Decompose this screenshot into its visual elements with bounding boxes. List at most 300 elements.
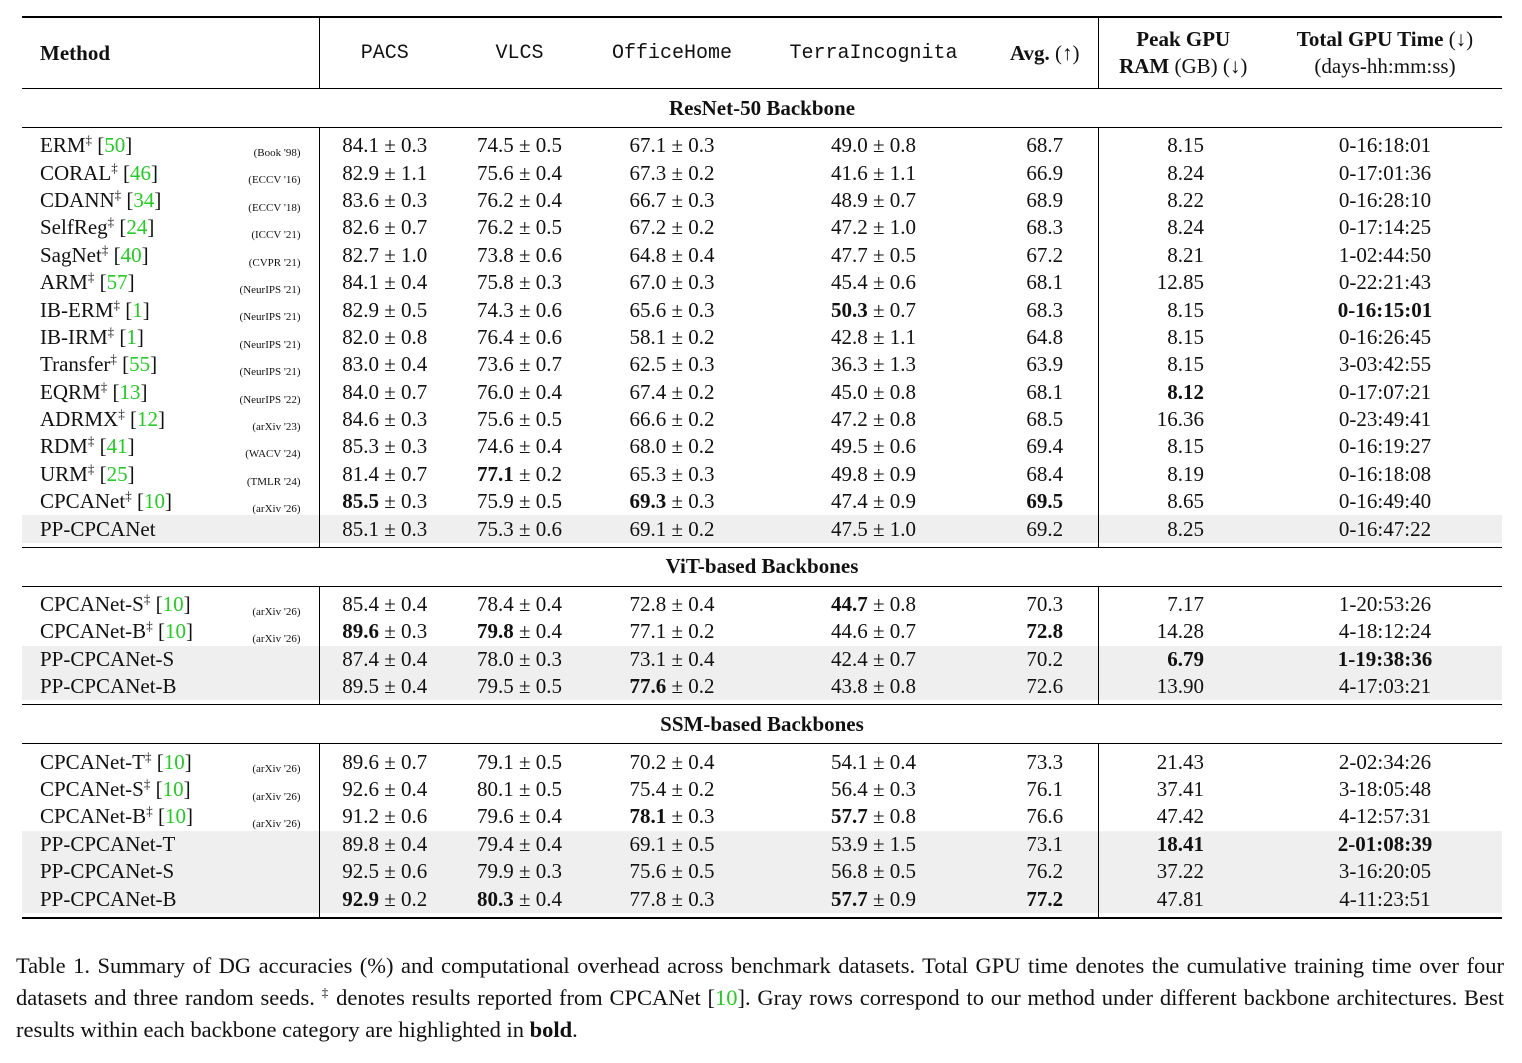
total-gpu-time-cell: 0-17:01:36	[1338, 160, 1432, 185]
mean-value: 66.6	[629, 407, 667, 432]
mean-value: 83.0	[342, 352, 379, 377]
std-value: ± 0.5	[518, 674, 563, 699]
table-row	[22, 214, 1502, 241]
dagger-mark: ‡	[146, 618, 153, 634]
mean-value: 53.9	[830, 831, 868, 856]
venue-label: (ECCV '16)	[248, 174, 301, 187]
mean-value: 65.6	[629, 297, 667, 322]
table-row	[22, 618, 1502, 645]
terraincognita-cell	[755, 803, 992, 830]
officehome-cell	[589, 406, 755, 433]
mean-value: 82.9	[342, 297, 379, 322]
mean-value: 49.8	[830, 461, 868, 486]
avg-cell: 68.1	[992, 269, 1098, 296]
terraincognita-cell	[755, 269, 992, 296]
mean-value: 65.3	[629, 461, 667, 486]
total-gpu-time-cell: 0-23:49:41	[1338, 407, 1432, 432]
method-name: PP-CPCANet-B	[40, 674, 177, 699]
mean-value: 67.4	[629, 379, 667, 404]
dagger-mark: ‡	[110, 351, 117, 367]
total-gpu-time-cell: 0-16:18:08	[1338, 461, 1432, 486]
std-value: ± 1.1	[872, 324, 917, 349]
mean-value: 67.0	[629, 270, 667, 295]
table-row	[22, 803, 1502, 830]
mean-value: 50.3	[830, 297, 868, 322]
peak-gpu-ram-cell: 18.41	[1098, 831, 1268, 858]
spacer-cell	[992, 913, 1098, 918]
avg-cell: 68.4	[992, 461, 1098, 488]
std-value: ± 0.7	[384, 215, 428, 240]
section-title: ResNet-50 Backbone	[668, 95, 856, 120]
std-value: ± 0.3	[671, 461, 715, 486]
std-value: ± 0.2	[671, 379, 715, 404]
pacs-cell	[319, 776, 450, 803]
section-title: ViT-based Backbones	[665, 554, 859, 579]
mean-value: 44.7	[830, 592, 868, 617]
std-value: ± 0.4	[384, 777, 428, 801]
std-value: ± 0.6	[872, 434, 917, 459]
terraincognita-cell	[755, 351, 992, 378]
method-cell: CPCANet‡ [10] (arXiv '26)	[22, 488, 319, 515]
total-gpu-time-cell: 3-03:42:55	[1338, 352, 1432, 377]
citation-link[interactable]: 13	[119, 379, 141, 404]
table-row	[22, 159, 1502, 186]
dagger-mark: ‡	[113, 296, 120, 312]
citation-link[interactable]: 1	[126, 324, 137, 349]
method-cell: CPCANet-S‡ [10] (arXiv '26)	[22, 591, 319, 618]
vlcs-cell	[450, 351, 589, 378]
caption-citation-link[interactable]: 10	[715, 985, 738, 1010]
std-value: ± 0.6	[384, 804, 428, 829]
method-name: ERM	[40, 133, 86, 158]
peak-gpu-ram-cell: 16.36	[1156, 407, 1204, 432]
mean-value: 85.3	[342, 434, 379, 459]
table-row	[22, 515, 1502, 542]
officehome-cell	[589, 132, 755, 159]
peak-gpu-ram-cell: 8.24	[1167, 160, 1204, 185]
std-value: ± 0.2	[671, 777, 715, 801]
method-cell: IB-IRM‡ [1] (NeurIPS '21)	[22, 324, 319, 351]
total-gpu-time-cell: 2-01:08:39	[1268, 831, 1502, 858]
std-value: ± 1.1	[872, 160, 917, 185]
mean-value: 49.5	[830, 434, 868, 459]
pacs-cell	[319, 214, 450, 241]
spacer-cell	[1268, 913, 1502, 918]
vlcs-cell	[450, 406, 589, 433]
officehome-cell	[589, 461, 755, 488]
peak-gpu-ram-cell: 8.21	[1167, 242, 1204, 267]
venue-label: (arXiv '26)	[252, 818, 301, 831]
std-value: ± 0.2	[671, 434, 715, 459]
venue-label: (NeurIPS '21)	[239, 311, 301, 324]
peak-gpu-ram-cell: 8.19	[1167, 461, 1204, 486]
section-spacer	[22, 913, 1502, 918]
citation-link[interactable]: 10	[163, 749, 185, 774]
mean-value: 70.2	[629, 749, 667, 774]
mean-value: 69.3	[629, 489, 667, 514]
mean-value: 74.3	[476, 297, 514, 322]
table-header	[22, 17, 1502, 89]
mean-value: 84.1	[342, 133, 379, 158]
table-row	[22, 591, 1502, 618]
method-cell	[22, 515, 319, 542]
std-value: ± 0.4	[384, 674, 428, 699]
section-header-row	[22, 547, 1502, 586]
method-name: IB-ERM	[40, 297, 114, 322]
table-row	[22, 406, 1502, 433]
method-name: PP-CPCANet	[40, 516, 156, 541]
pacs-cell	[319, 803, 450, 830]
vlcs-cell	[450, 646, 589, 673]
std-value: ± 0.2	[671, 324, 715, 349]
std-value: ± 0.4	[518, 886, 563, 911]
std-value: ± 1.0	[872, 215, 917, 240]
method-name: EQRM	[40, 379, 101, 404]
officehome-cell	[589, 159, 755, 186]
std-value: ± 0.3	[671, 352, 715, 377]
std-value: ± 0.2	[671, 516, 715, 541]
method-cell: ERM‡ [50] (Book '98)	[22, 132, 319, 159]
pacs-cell	[319, 618, 450, 645]
vlcs-cell	[450, 858, 589, 885]
method-name: PP-CPCANet-S	[40, 646, 175, 671]
venue-label: (arXiv '23)	[252, 420, 301, 433]
terraincognita-cell	[755, 132, 992, 159]
std-value: ± 0.4	[518, 831, 563, 856]
vlcs-cell	[450, 214, 589, 241]
citation-link[interactable]: 10	[162, 777, 184, 801]
avg-cell: 68.1	[992, 379, 1098, 406]
peak-gpu-ram-cell: 8.15	[1167, 324, 1204, 349]
citation-link[interactable]: 12	[136, 407, 158, 432]
dagger-mark: ‡	[111, 159, 118, 175]
std-value: ± 0.7	[872, 619, 917, 644]
std-value: ± 0.3	[671, 804, 715, 829]
header-terraincognita: TerraIncognita	[789, 41, 958, 65]
std-value: ± 0.4	[384, 592, 428, 617]
method-name: URM	[40, 461, 88, 486]
method-cell	[22, 831, 319, 858]
avg-cell: 72.8	[992, 618, 1098, 645]
vlcs-cell	[450, 132, 589, 159]
pacs-cell	[319, 461, 450, 488]
pacs-cell	[319, 324, 450, 351]
mean-value: 82.7	[342, 242, 379, 267]
vlcs-cell	[450, 748, 589, 775]
citation-link[interactable]: 10	[164, 804, 186, 829]
std-value: ± 0.3	[671, 886, 715, 911]
terraincognita-cell	[755, 406, 992, 433]
std-value: ± 0.3	[872, 777, 917, 801]
pacs-cell	[319, 269, 450, 296]
mean-value: 73.1	[629, 646, 667, 671]
std-value: ± 0.7	[872, 297, 917, 322]
mean-value: 78.0	[476, 646, 514, 671]
method-name: CDANN	[40, 187, 115, 212]
mean-value: 89.8	[342, 831, 379, 856]
spacer-cell	[319, 913, 450, 918]
terraincognita-cell	[755, 831, 992, 858]
avg-cell: 69.5	[992, 488, 1098, 515]
std-value: ± 0.9	[872, 461, 917, 486]
std-value: ± 0.5	[518, 407, 563, 432]
officehome-cell	[589, 591, 755, 618]
method-name: SagNet	[40, 242, 102, 267]
avg-cell: 69.2	[992, 515, 1098, 542]
avg-cell: 77.2	[992, 885, 1098, 912]
officehome-cell	[589, 269, 755, 296]
peak-gpu-ram-cell: 7.17	[1167, 592, 1204, 617]
std-value: ± 0.3	[671, 187, 715, 212]
mean-value: 67.3	[629, 160, 667, 185]
mean-value: 79.4	[476, 831, 514, 856]
header-ram-line1: Peak GPU	[1136, 27, 1231, 51]
mean-value: 48.9	[830, 187, 868, 212]
vlcs-cell	[450, 379, 589, 406]
pacs-cell	[319, 406, 450, 433]
table-caption	[16, 950, 1504, 1046]
mean-value: 73.8	[476, 242, 514, 267]
std-value: ± 0.8	[872, 674, 917, 699]
pacs-cell	[319, 858, 450, 885]
mean-value: 85.5	[342, 489, 379, 514]
std-value: ± 0.3	[384, 133, 428, 158]
avg-cell: 68.5	[992, 406, 1098, 433]
citation-link[interactable]: 10	[164, 619, 186, 644]
citation-link[interactable]: 57	[106, 270, 128, 295]
peak-gpu-ram-cell: 37.22	[1098, 858, 1268, 885]
std-value: ± 0.5	[518, 749, 563, 774]
std-value: ± 0.3	[384, 407, 428, 432]
total-gpu-time-cell: 0-17:14:25	[1338, 215, 1432, 240]
mean-value: 47.5	[830, 516, 868, 541]
mean-value: 58.1	[629, 324, 667, 349]
citation-link[interactable]: 10	[162, 592, 184, 617]
venue-label: (ICCV '21)	[251, 229, 301, 242]
method-name: CPCANet-S	[40, 592, 144, 617]
officehome-cell	[589, 673, 755, 700]
pacs-cell	[319, 433, 450, 460]
mean-value: 79.1	[476, 749, 514, 774]
std-value: ± 0.4	[518, 187, 563, 212]
std-value: ± 0.5	[671, 831, 715, 856]
venue-label: (Book '98)	[253, 147, 301, 159]
std-value: ± 0.6	[518, 324, 563, 349]
pacs-cell	[319, 132, 450, 159]
citation-link[interactable]: 50	[104, 133, 126, 158]
peak-gpu-ram-cell: 8.12	[1167, 379, 1204, 404]
vlcs-cell	[450, 776, 589, 803]
mean-value: 75.6	[629, 859, 667, 884]
spacer-cell	[22, 913, 319, 918]
vlcs-cell	[450, 433, 589, 460]
std-value: ± 0.5	[518, 777, 563, 801]
method-cell: CORAL‡ [46] (ECCV '16)	[22, 159, 319, 186]
citation-link[interactable]: 10	[143, 489, 165, 514]
mean-value: 75.9	[476, 489, 514, 514]
officehome-cell	[589, 351, 755, 378]
caption-part1: Table 1. Summary of DG accuracies (%) and computational overhead across benchmark datasets. Total GPU time denotes the cumulative training time over four datasets and three random seeds.	[16, 953, 1504, 1010]
venue-label: (NeurIPS '22)	[239, 393, 301, 406]
venue-label: (arXiv '26)	[252, 633, 301, 646]
std-value: ± 0.7	[518, 352, 563, 377]
std-value: ± 1.3	[872, 352, 917, 377]
std-value: ± 0.3	[671, 133, 715, 158]
section-header-row	[22, 705, 1502, 744]
method-name: PP-CPCANet-B	[40, 886, 177, 911]
std-value: ± 0.9	[872, 489, 917, 514]
method-cell: RDM‡ [41] (WACV '24)	[22, 433, 319, 460]
mean-value: 92.5	[342, 859, 379, 884]
avg-cell: 72.6	[992, 673, 1098, 700]
mean-value: 84.0	[342, 379, 379, 404]
officehome-cell	[589, 515, 755, 542]
citation-link[interactable]: 41	[106, 434, 128, 459]
avg-cell: 67.2	[992, 242, 1098, 269]
method-cell: SelfReg‡ [24] (ICCV '21)	[22, 214, 319, 241]
vlcs-cell	[450, 618, 589, 645]
std-value: ± 0.4	[671, 749, 715, 774]
header-avg-arrow: (↑)	[1049, 40, 1080, 65]
peak-gpu-ram-cell: 8.22	[1167, 187, 1204, 212]
terraincognita-cell	[755, 776, 992, 803]
method-name: RDM	[40, 434, 88, 459]
section-header-row	[22, 89, 1502, 128]
header-time-arrow: (↓)	[1443, 27, 1474, 51]
header-peak-gpu-ram	[1098, 17, 1268, 89]
vlcs-cell	[450, 296, 589, 323]
method-name: Transfer	[40, 352, 111, 377]
std-value: ± 0.8	[872, 592, 917, 617]
dagger-mark: ‡	[100, 378, 108, 394]
table-row	[22, 351, 1502, 378]
method-cell: CPCANet-B‡ [10] (arXiv '26)	[22, 618, 319, 645]
officehome-cell	[589, 379, 755, 406]
officehome-cell	[589, 831, 755, 858]
dagger-mark: ‡	[143, 591, 151, 607]
std-value: ± 0.7	[384, 749, 428, 774]
mean-value: 79.5	[476, 674, 514, 699]
citation-link[interactable]: 1	[132, 297, 143, 322]
header-method: Method	[22, 17, 319, 89]
std-value: ± 0.8	[872, 379, 917, 404]
method-name: CPCANet-S	[40, 777, 144, 801]
mean-value: 47.2	[830, 407, 868, 432]
mean-value: 89.6	[342, 749, 379, 774]
std-value: ± 1.5	[872, 831, 917, 856]
std-value: ± 0.4	[671, 242, 715, 267]
peak-gpu-ram-cell: 8.15	[1167, 297, 1204, 322]
mean-value: 82.6	[342, 215, 379, 240]
spacer-cell	[755, 913, 992, 918]
terraincognita-cell	[755, 433, 992, 460]
mean-value: 64.8	[629, 242, 667, 267]
total-gpu-time-cell: 0-16:49:40	[1338, 489, 1432, 514]
method-cell: URM‡ [25] (TMLR '24)	[22, 461, 319, 488]
venue-label: (arXiv '26)	[252, 763, 301, 776]
terraincognita-cell	[755, 242, 992, 269]
mean-value: 89.6	[342, 619, 379, 644]
std-value: ± 0.7	[384, 461, 428, 486]
total-gpu-time-cell: 4-17:03:21	[1268, 673, 1502, 700]
avg-cell: 68.3	[992, 296, 1098, 323]
mean-value: 75.4	[629, 777, 667, 801]
std-value: ± 0.7	[872, 187, 917, 212]
mean-value: 76.2	[476, 215, 514, 240]
terraincognita-cell	[755, 885, 992, 912]
mean-value: 85.4	[342, 592, 379, 617]
total-gpu-time-cell: 0-16:28:10	[1338, 187, 1432, 212]
std-value: ± 0.3	[384, 619, 428, 644]
terraincognita-cell	[755, 618, 992, 645]
officehome-cell	[589, 618, 755, 645]
std-value: ± 0.9	[872, 886, 917, 911]
mean-value: 45.4	[830, 270, 868, 295]
total-gpu-time-cell: 1-20:53:26	[1338, 592, 1432, 617]
dagger-mark: ‡	[101, 241, 109, 257]
header-total-gpu-time	[1268, 17, 1502, 89]
terraincognita-cell	[755, 461, 992, 488]
method-cell	[22, 885, 319, 912]
peak-gpu-ram-cell: 8.65	[1167, 489, 1204, 514]
std-value: ± 0.5	[872, 242, 917, 267]
dagger-mark: ‡	[87, 460, 95, 476]
citation-link[interactable]: 25	[106, 461, 128, 486]
mean-value: 82.9	[342, 160, 379, 185]
pacs-cell	[319, 673, 450, 700]
citation-link[interactable]: 40	[120, 242, 142, 267]
header-ram-line2-bold: RAM	[1119, 54, 1170, 78]
citation-link[interactable]: 34	[133, 187, 155, 212]
method-cell: CPCANet-B‡ [10] (arXiv '26)	[22, 803, 319, 830]
std-value: ± 0.4	[518, 592, 563, 617]
peak-gpu-ram-cell: 13.90	[1098, 673, 1268, 700]
terraincognita-cell	[755, 748, 992, 775]
caption-part4: .	[572, 1017, 578, 1042]
venue-label: (NeurIPS '21)	[239, 338, 301, 351]
peak-gpu-ram-cell: 8.15	[1167, 434, 1204, 459]
peak-gpu-ram-cell: 37.41	[1156, 777, 1204, 801]
total-gpu-time-cell: 0-17:07:21	[1338, 379, 1432, 404]
citation-link[interactable]: 24	[126, 215, 148, 240]
avg-cell: 76.6	[992, 803, 1098, 830]
avg-cell: 70.2	[992, 646, 1098, 673]
terraincognita-cell	[755, 324, 992, 351]
std-value: ± 0.4	[518, 804, 563, 829]
std-value: ± 0.8	[384, 324, 428, 349]
avg-cell: 73.3	[992, 748, 1098, 775]
caption-part2: denotes results reported from CPCANet [	[329, 985, 716, 1010]
vlcs-cell	[450, 515, 589, 542]
citation-link[interactable]: 55	[129, 352, 151, 377]
total-gpu-time-cell: 0-16:19:27	[1338, 434, 1432, 459]
dagger-mark: ‡	[107, 214, 115, 230]
officehome-cell	[589, 776, 755, 803]
header-pacs: PACS	[360, 41, 409, 65]
vlcs-cell	[450, 803, 589, 830]
citation-link[interactable]: 46	[129, 160, 151, 185]
std-value: ± 0.7	[872, 646, 917, 671]
peak-gpu-ram-cell: 47.81	[1098, 885, 1268, 912]
std-value: ± 0.3	[384, 434, 428, 459]
mean-value: 69.1	[629, 831, 667, 856]
officehome-cell	[589, 433, 755, 460]
mean-value: 74.6	[476, 434, 514, 459]
header-time-line1: Total GPU Time	[1296, 27, 1444, 51]
mean-value: 75.6	[476, 160, 514, 185]
peak-gpu-ram-cell: 47.42	[1156, 804, 1204, 829]
avg-cell: 76.2	[992, 858, 1098, 885]
